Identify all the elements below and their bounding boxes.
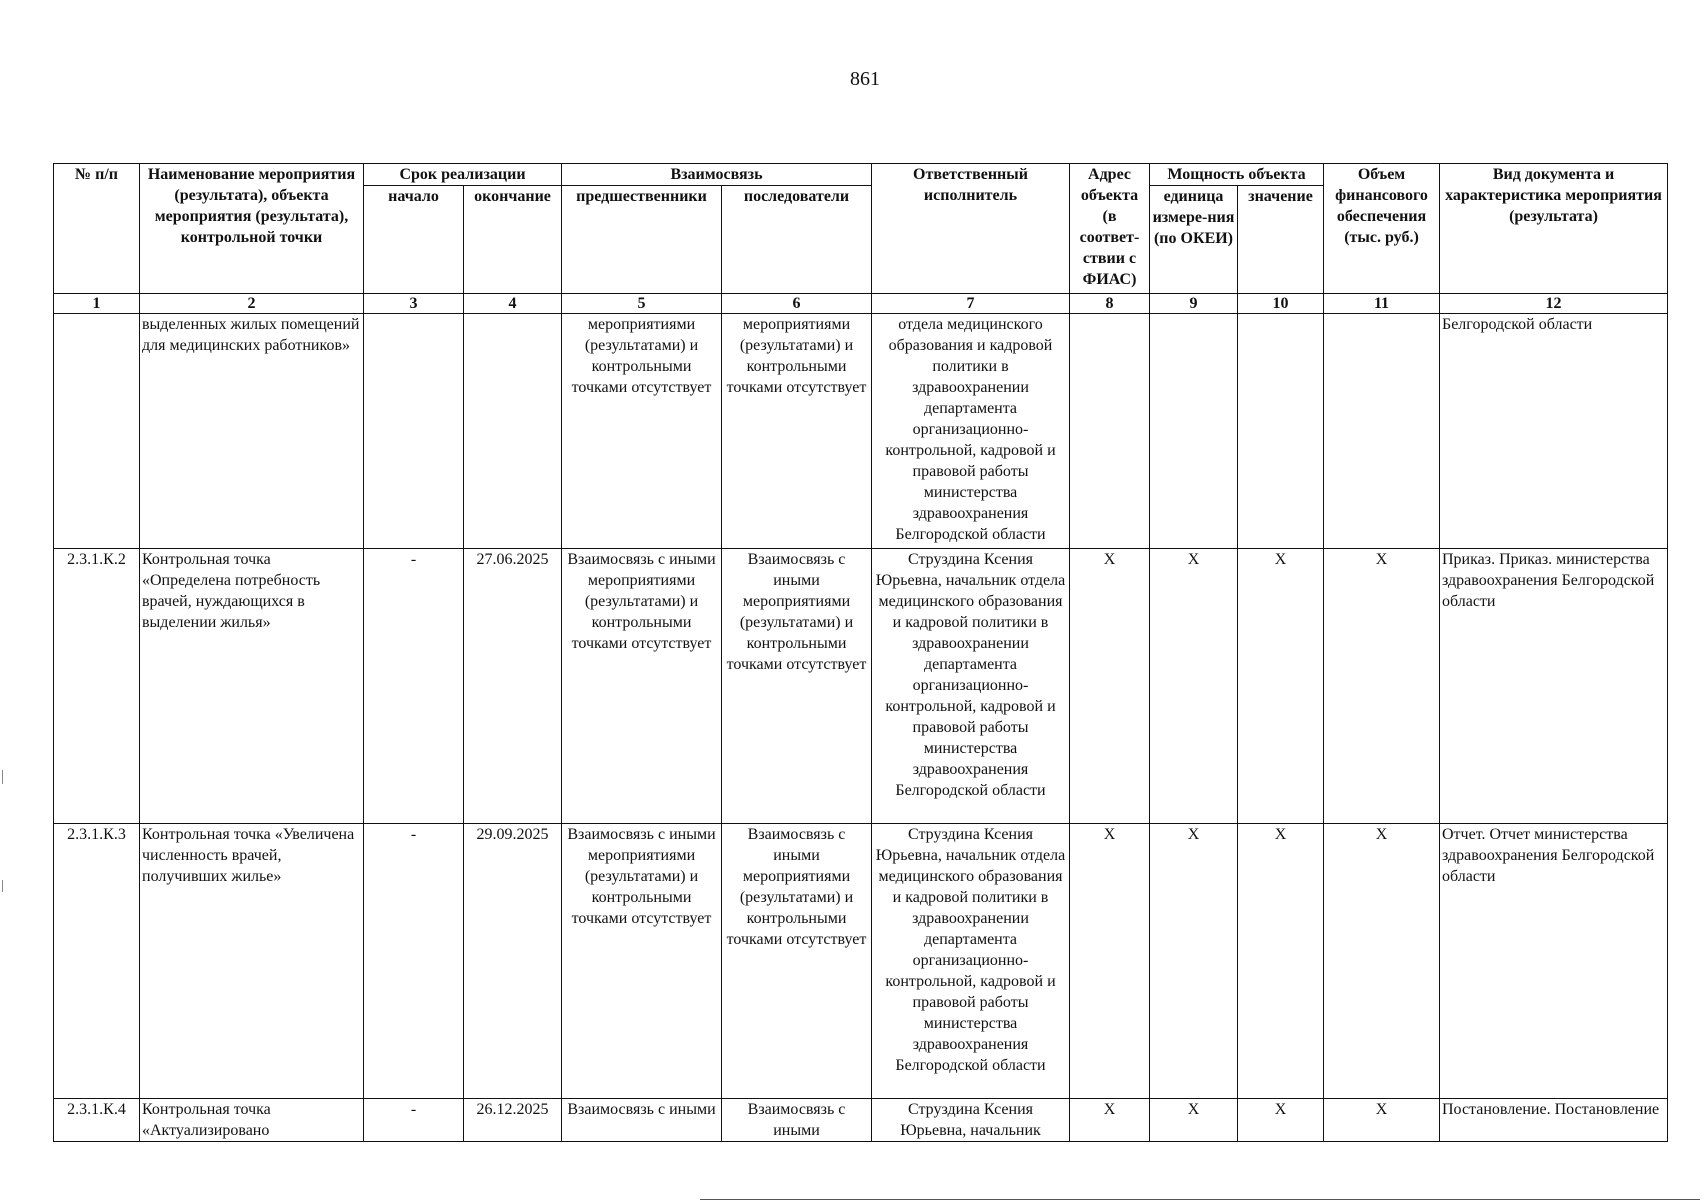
header-document: Вид документа и характеристика мероприятия (результата) [1440,164,1668,294]
row-num: 2.3.1.К.4 [54,1099,140,1142]
row-end: 29.09.2025 [464,824,562,1099]
header-value: значение [1238,186,1324,294]
row-unit: X [1150,549,1238,824]
page-number: 861 [850,68,880,90]
col-number: 12 [1440,294,1668,314]
col-number: 6 [722,294,872,314]
row-address: X [1070,549,1150,824]
row-address [1070,314,1150,549]
scan-mark [2,880,3,892]
col-number: 1 [54,294,140,314]
row-value: X [1238,824,1324,1099]
header-unit: единица измере-ния (по ОКЕИ) [1150,186,1238,294]
row-responsible: Струздина Ксения Юрьевна, начальник [872,1099,1070,1142]
row-address: X [1070,1099,1150,1142]
row-address: X [1070,824,1150,1099]
header-num: № п/п [54,164,140,294]
header-address: Адрес объекта (в соответ-ствии с ФИАС) [1070,164,1150,294]
col-number: 10 [1238,294,1324,314]
header-link: Взаимосвязь [562,164,872,186]
header-name: Наименование мероприятия (результата), объекта мероприятия (результата), контрольной точки [140,164,364,294]
row-num: 2.3.1.К.3 [54,824,140,1099]
header-responsible: Ответственный исполнитель [872,164,1070,294]
row-unit: X [1150,1099,1238,1142]
row-predecessors: Взаимосвязь с иными [562,1099,722,1142]
row-successors: мероприятиями (результатами) и контрольными точками отсутствует [722,314,872,549]
row-finance: X [1324,1099,1440,1142]
scan-mark [2,770,3,784]
col-number: 7 [872,294,1070,314]
row-end [464,314,562,549]
row-name: Контрольная точка «Определена потребность врачей, нуждающихся в выделении жилья» [140,549,364,824]
row-value: X [1238,1099,1324,1142]
column-number-row [54,294,1668,314]
header-power: Мощность объекта [1150,164,1324,186]
col-number: 11 [1324,294,1440,314]
row-unit: X [1150,824,1238,1099]
row-successors: Взаимосвязь с иными [722,1099,872,1142]
table-row [54,314,1668,549]
col-number: 3 [364,294,464,314]
col-number: 5 [562,294,722,314]
row-finance: X [1324,549,1440,824]
header-successors: последователи [722,186,872,294]
header-term: Срок реализации [364,164,562,186]
row-unit [1150,314,1238,549]
table-row [54,824,1668,1099]
row-document: Приказ. Приказ. министерства здравоохранения Белгородской области [1440,549,1668,824]
row-name: выделенных жилых помещений для медицинских работников» [140,314,364,549]
row-predecessors: Взаимосвязь с иными мероприятиями (результатами) и контрольными точками отсутствует [562,549,722,824]
row-num [54,314,140,549]
table-row [54,1099,1668,1142]
row-name: Контрольная точка «Увеличена численность врачей, получивших жилье» [140,824,364,1099]
row-document: Постановление. Постановление [1440,1099,1668,1142]
header-predecessors: предшественники [562,186,722,294]
row-name: Контрольная точка «Актуализировано [140,1099,364,1142]
col-number: 9 [1150,294,1238,314]
row-num: 2.3.1.К.2 [54,549,140,824]
col-number: 4 [464,294,562,314]
row-document: Отчет. Отчет министерства здравоохранения Белгородской области [1440,824,1668,1099]
row-start: - [364,549,464,824]
row-value: X [1238,549,1324,824]
col-number: 8 [1070,294,1150,314]
row-end: 27.06.2025 [464,549,562,824]
row-successors: Взаимосвязь с иными мероприятиями (результатами) и контрольными точками отсутствует [722,824,872,1099]
header-row-1 [54,164,1668,186]
row-responsible: Струздина Ксения Юрьевна, начальник отдела медицинского образования и кадровой политики в здравоохранении департамента организационно-контрольной, кадровой и правовой работы министерства здравоохранения Белгородской области [872,824,1070,1099]
row-successors: Взаимосвязь с иными мероприятиями (результатами) и контрольными точками отсутствует [722,549,872,824]
activity-table [53,163,1668,1142]
col-number: 2 [140,294,364,314]
row-predecessors: мероприятиями (результатами) и контрольными точками отсутствует [562,314,722,549]
header-end: окончание [464,186,562,294]
header-finance: Объем финансового обеспечения (тыс. руб.) [1324,164,1440,294]
row-start: - [364,824,464,1099]
row-start [364,314,464,549]
row-finance: X [1324,824,1440,1099]
row-predecessors: Взаимосвязь с иными мероприятиями (результатами) и контрольными точками отсутствует [562,824,722,1099]
row-end: 26.12.2025 [464,1099,562,1142]
table-row [54,549,1668,824]
row-document: Белгородской области [1440,314,1668,549]
header-start: начало [364,186,464,294]
row-responsible: Струздина Ксения Юрьевна, начальник отдела медицинского образования и кадровой политики в здравоохранении департамента организационно-контрольной, кадровой и правовой работы министерства здравоохранения Белгородской области [872,549,1070,824]
row-finance [1324,314,1440,549]
row-responsible: отдела медицинского образования и кадровой политики в здравоохранении департамента организационно-контрольной, кадровой и правовой работы министерства здравоохранения Белгородской области [872,314,1070,549]
row-value [1238,314,1324,549]
row-start: - [364,1099,464,1142]
